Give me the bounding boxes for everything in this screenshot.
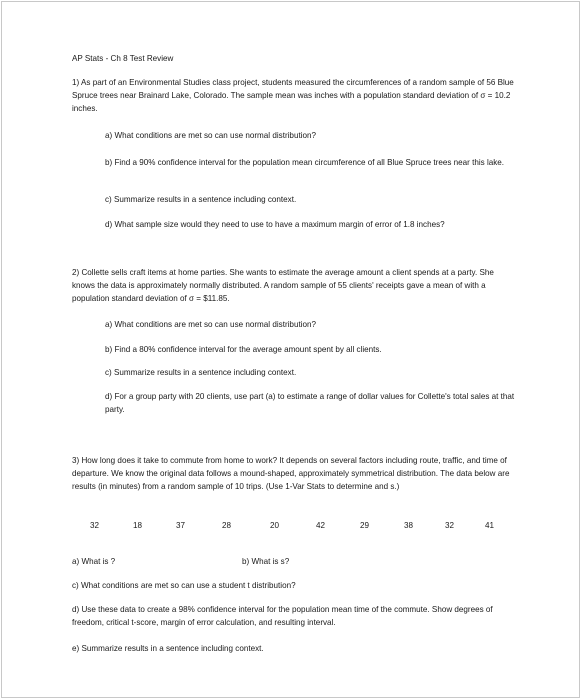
question-1a: a) What conditions are met so can use normal distribution? (105, 131, 316, 140)
question-3a: a) What is ? (72, 557, 116, 566)
commute-data-row (90, 521, 510, 534)
question-3e: e) Summarize results in a sentence including context. (72, 644, 264, 653)
question-1b: b) Find a 90% confidence interval for the population mean circumference of all Blue Spruce trees near this lake. (105, 158, 505, 167)
question-2b: b) Find a 80% confidence interval for the average amount spent by all clients. (105, 345, 382, 354)
data-value: 32 (90, 521, 100, 530)
data-value: 32 (445, 521, 455, 530)
data-value: 20 (270, 521, 280, 530)
question-1c: c) Summarize results in a sentence including context. (105, 195, 297, 204)
question-3b: b) What is s? (242, 557, 290, 566)
question-2-text: 2) Collette sells craft items at home parties. She wants to estimate the average amount a client spends at a party. She knows the data is approximately normally distributed. A random sample of 55 clients' receipts gave a mean of with a population standard deviation of σ = $11.85. (72, 268, 494, 303)
page-title: AP Stats - Ch 8 Test Review (72, 54, 174, 63)
data-value: 37 (176, 521, 186, 530)
data-value: 38 (404, 521, 414, 530)
question-1d: d) What sample size would they need to use to have a maximum margin of error of 1.8 inches? (105, 220, 445, 229)
question-3c: c) What conditions are met so can use a student t distribution? (72, 581, 296, 590)
question-1-text: 1) As part of an Environmental Studies class project, students measured the circumferences of a random sample of 56 Blue Spruce trees near Brainard Lake, Colorado. The sample mean was inches with a population standard deviation of σ = 10.2 inches. (72, 78, 514, 113)
question-2d: d) For a group party with 20 clients, use part (a) to estimate a range of dollar values for Collette's total sales at that party. (105, 392, 515, 414)
question-2c: c) Summarize results in a sentence including context. (105, 368, 297, 377)
data-value: 29 (360, 521, 370, 530)
question-2a: a) What conditions are met so can use normal distribution? (105, 320, 316, 329)
data-value: 42 (316, 521, 326, 530)
data-value: 28 (222, 521, 232, 530)
question-3-text: 3) How long does it take to commute from home to work? It depends on several factors including route, traffic, and time of departure. We know the original data follows a mound-shaped, approximately symmetrical distribution. The data below are results (in minutes) from a random sample of 10 trips. (Use 1-Var Stats to determine and s.) (72, 456, 510, 491)
data-value: 18 (133, 521, 143, 530)
data-value: 41 (485, 521, 495, 530)
question-3d: d) Use these data to create a 98% confidence interval for the population mean time of the commute. Show degrees of freedom, critical t-score, margin of error calculation, and resulting interval. (72, 605, 493, 627)
